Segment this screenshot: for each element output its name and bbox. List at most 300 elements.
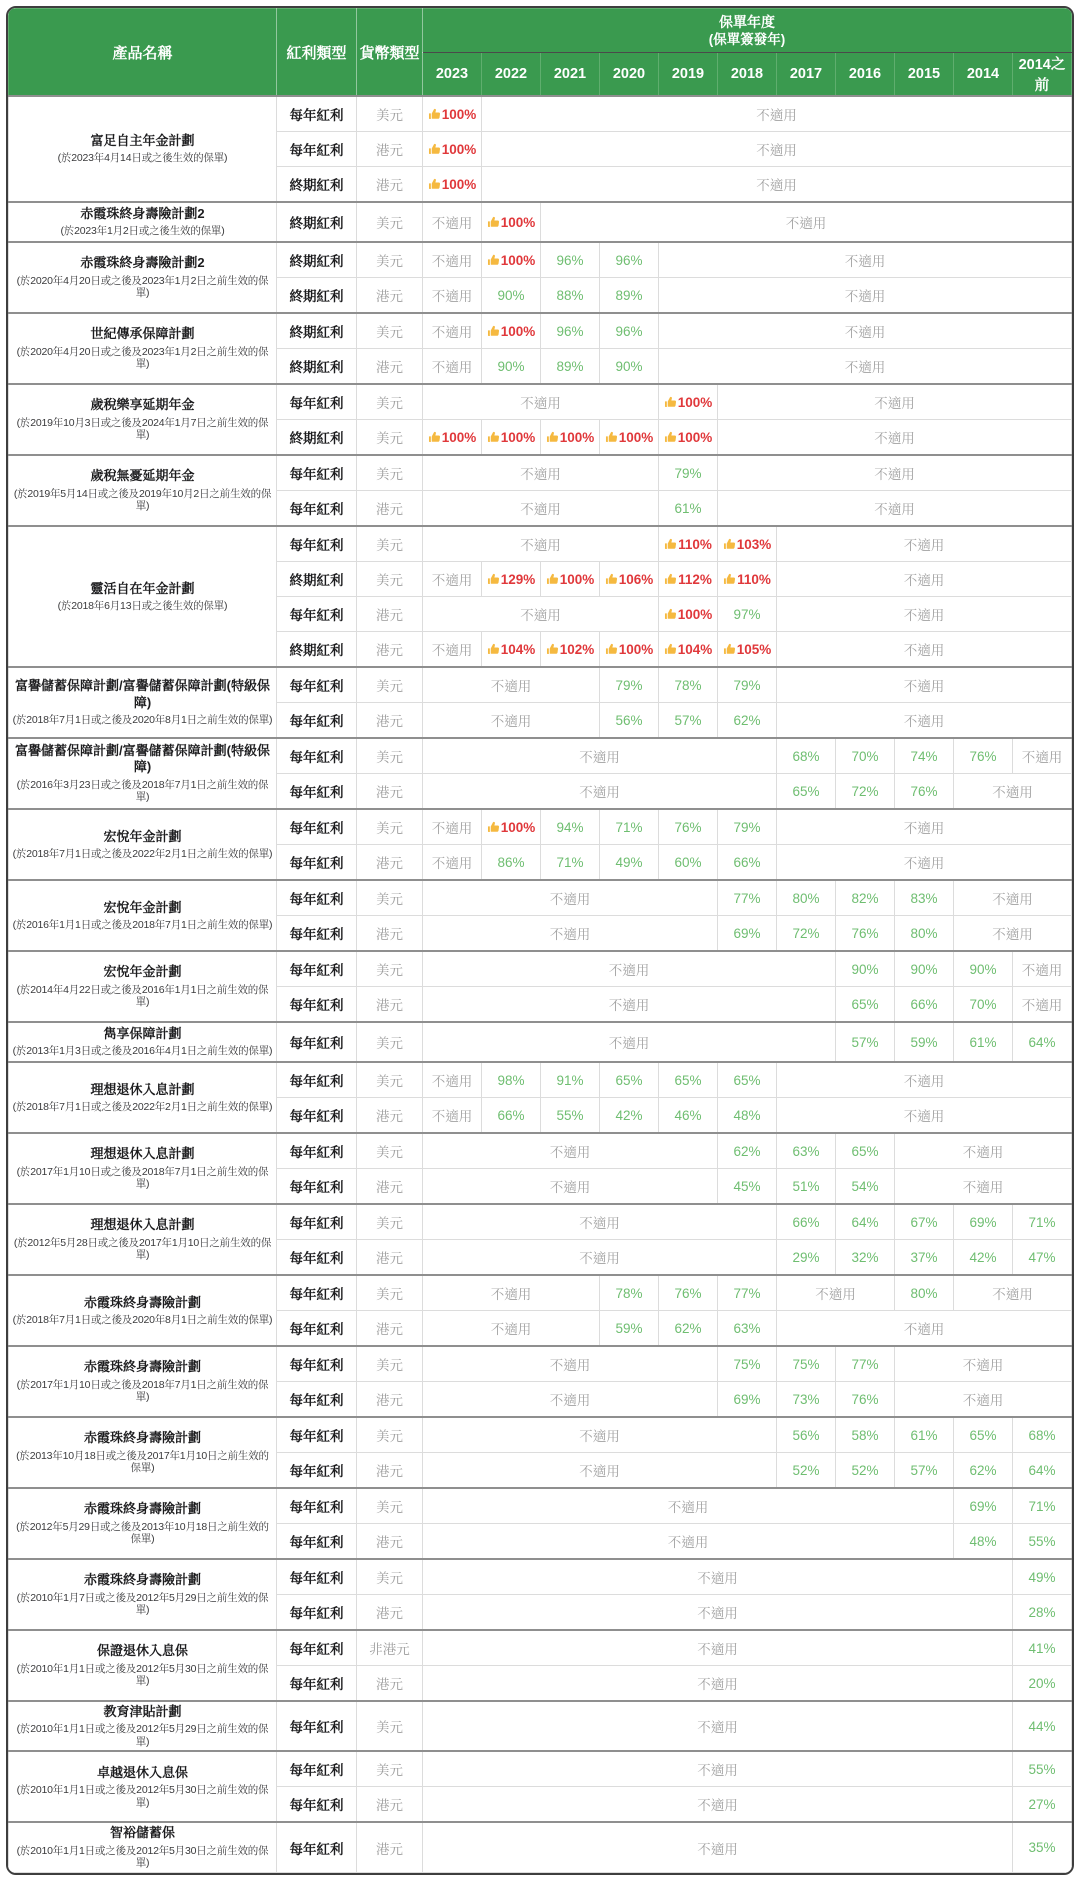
dividend-type-cell: 每年紅利 <box>277 703 357 739</box>
product-note: (於2010年1月1日或之後及2012年5月30日之前生效的保單) <box>16 1844 269 1870</box>
dividend-type-cell: 終期紅利 <box>277 278 357 314</box>
product-cell <box>9 1488 277 1559</box>
dividend-type-cell: 每年紅利 <box>277 455 357 491</box>
fulfillment-ratio-cell: 57% <box>895 1453 954 1489</box>
currency-cell: 美元 <box>357 1559 423 1595</box>
not-applicable-cell: 不適用 <box>954 880 1072 916</box>
dividend-type-cell: 每年紅利 <box>277 491 357 527</box>
not-applicable-cell: 不適用 <box>423 1275 600 1311</box>
currency-cell: 港元 <box>357 597 423 632</box>
fulfillment-ratio-cell: 27% <box>1013 1787 1072 1823</box>
fulfillment-ratio-cell: 46% <box>659 1098 718 1134</box>
year-column-header: 2022 <box>482 53 541 97</box>
currency-cell: 美元 <box>357 738 423 774</box>
not-applicable-cell: 不適用 <box>659 242 1072 278</box>
fulfillment-ratio-cell: 72% <box>836 774 895 810</box>
not-applicable-cell: 不適用 <box>423 1751 1013 1787</box>
not-applicable-cell: 不適用 <box>954 916 1072 952</box>
fulfillment-ratio-cell: 90% <box>600 349 659 385</box>
year-column-header: 2015 <box>895 53 954 97</box>
fulfillment-ratio-cell: 70% <box>954 987 1013 1023</box>
not-applicable-cell: 不適用 <box>541 202 1072 242</box>
not-applicable-cell: 不適用 <box>777 1311 1072 1347</box>
product-name: 宏悅年金計劃 <box>103 899 182 915</box>
not-applicable-cell: 不適用 <box>423 951 836 987</box>
fulfillment-ratio-cell: 74% <box>895 738 954 774</box>
not-applicable-cell: 不適用 <box>423 1787 1013 1823</box>
not-applicable-cell: 不適用 <box>423 526 659 562</box>
product-note: (於2010年1月1日或之後及2012年5月29日之前生效的保單) <box>16 1723 269 1748</box>
not-applicable-cell: 不適用 <box>1013 738 1072 774</box>
fulfillment-ratio-exceed-cell <box>423 420 482 456</box>
currency-cell: 港元 <box>357 349 423 385</box>
thumbs-up-icon <box>664 431 677 444</box>
fulfillment-ratio-cell: 75% <box>777 1346 836 1382</box>
not-applicable-cell: 不適用 <box>777 562 1072 597</box>
ratio-value: 100% <box>618 429 654 445</box>
fulfillment-ratio-cell: 56% <box>600 703 659 739</box>
product-cell <box>9 1022 277 1062</box>
product-note: (於2018年7月1日或之後及2020年8月1日之前生效的保單) <box>12 713 273 726</box>
product-note: (於2023年1月2日或之後生效的保單) <box>60 225 225 238</box>
dividend-fulfillment-table <box>6 6 1074 1875</box>
dividend-type-cell: 每年紅利 <box>277 1382 357 1418</box>
currency-cell: 港元 <box>357 774 423 810</box>
currency-cell: 美元 <box>357 384 423 420</box>
currency-cell: 港元 <box>357 1595 423 1631</box>
dividend-type-cell: 終期紅利 <box>277 167 357 203</box>
thumbs-up-icon <box>605 643 618 656</box>
fulfillment-ratio-exceed-cell <box>482 562 541 597</box>
product-cell <box>9 242 277 313</box>
dividend-type-cell: 每年紅利 <box>277 1098 357 1134</box>
currency-cell: 港元 <box>357 278 423 314</box>
fulfillment-ratio-exceed-cell <box>718 562 777 597</box>
year-column-header: 2014 <box>954 53 1013 97</box>
product-name: 赤霞珠終身壽險計劃 <box>83 1430 201 1446</box>
table-row <box>9 202 1072 242</box>
fulfillment-ratio-cell: 69% <box>954 1204 1013 1240</box>
product-cell <box>9 202 277 242</box>
product-note: (於2014年4月22日或之後及2016年1月1日之前生效的保單) <box>16 983 269 1009</box>
dividend-type-cell: 每年紅利 <box>277 1417 357 1453</box>
year-column-header: 2020 <box>600 53 659 97</box>
fulfillment-ratio-cell: 64% <box>836 1204 895 1240</box>
ratio-value: 100% <box>559 429 595 445</box>
fulfillment-ratio-cell: 90% <box>895 951 954 987</box>
currency-cell: 美元 <box>357 809 423 845</box>
not-applicable-cell: 不適用 <box>423 1595 1013 1631</box>
not-applicable-cell: 不適用 <box>482 167 1072 203</box>
fulfillment-ratio-exceed-cell <box>423 132 482 167</box>
currency-cell: 美元 <box>357 1204 423 1240</box>
thumbs-up-icon <box>605 573 618 586</box>
fulfillment-ratio-cell: 75% <box>718 1346 777 1382</box>
fulfillment-ratio-cell: 49% <box>1013 1559 1072 1595</box>
fulfillment-ratio-exceed-cell <box>482 809 541 845</box>
fulfillment-ratio-cell: 51% <box>777 1169 836 1205</box>
fulfillment-ratio-cell: 61% <box>659 491 718 527</box>
currency-cell: 美元 <box>357 96 423 132</box>
fulfillment-ratio-cell: 42% <box>954 1240 1013 1276</box>
fulfillment-ratio-cell: 47% <box>1013 1240 1072 1276</box>
dividend-type-cell: 每年紅利 <box>277 1488 357 1524</box>
currency-cell: 美元 <box>357 1701 423 1751</box>
not-applicable-cell: 不適用 <box>777 667 1072 703</box>
fulfillment-ratio-cell: 79% <box>600 667 659 703</box>
ratio-value: 110% <box>737 571 771 587</box>
dividend-type-cell: 每年紅利 <box>277 1453 357 1489</box>
product-name: 赤霞珠終身壽險計劃2 <box>80 206 205 222</box>
table-row <box>9 1630 1072 1666</box>
not-applicable-cell: 不適用 <box>954 1275 1072 1311</box>
not-applicable-cell: 不適用 <box>482 96 1072 132</box>
not-applicable-cell: 不適用 <box>423 809 482 845</box>
ratio-value: 100% <box>677 429 713 445</box>
dividend-type-cell: 每年紅利 <box>277 1595 357 1631</box>
not-applicable-cell: 不適用 <box>423 1062 482 1098</box>
thumbs-up-icon <box>487 216 500 229</box>
not-applicable-cell: 不適用 <box>423 491 659 527</box>
product-cell <box>9 1701 277 1751</box>
product-name: 富譽儲蓄保障計劃/富譽儲蓄保障計劃(特級保障) <box>15 678 270 710</box>
product-name: 理想退休入息計劃 <box>90 1146 195 1162</box>
ratio-value: 102% <box>559 641 595 657</box>
thumbs-up-icon <box>664 538 677 551</box>
fulfillment-ratio-cell: 69% <box>954 1488 1013 1524</box>
dividend-type-cell: 每年紅利 <box>277 384 357 420</box>
product-name: 歲稅樂享延期年金 <box>90 397 195 413</box>
product-cell <box>9 738 277 809</box>
not-applicable-cell: 不適用 <box>423 349 482 385</box>
product-note: (於2019年5月14日或之後及2019年10月2日之前生效的保單) <box>13 487 272 513</box>
not-applicable-cell: 不適用 <box>423 880 718 916</box>
fulfillment-ratio-cell: 73% <box>777 1382 836 1418</box>
product-note: (於2010年1月7日或之後及2012年5月29日之前生效的保單) <box>16 1591 269 1617</box>
not-applicable-cell: 不適用 <box>423 1488 954 1524</box>
not-applicable-cell: 不適用 <box>423 1666 1013 1702</box>
thumbs-up-icon <box>546 643 559 656</box>
ratio-value: 100% <box>441 106 477 122</box>
fulfillment-ratio-cell: 79% <box>718 809 777 845</box>
table-row <box>9 1488 1072 1524</box>
fulfillment-ratio-cell: 76% <box>954 738 1013 774</box>
product-name: 保證退休入息保 <box>96 1643 188 1659</box>
product-note: (於2010年1月1日或之後及2012年5月30日之前生效的保單) <box>16 1783 269 1809</box>
fulfillment-ratio-cell: 55% <box>1013 1751 1072 1787</box>
not-applicable-cell: 不適用 <box>423 1630 1013 1666</box>
fulfillment-ratio-cell: 69% <box>718 916 777 952</box>
fulfillment-ratio-cell: 80% <box>895 1275 954 1311</box>
dividend-type-cell: 每年紅利 <box>277 96 357 132</box>
fulfillment-ratio-exceed-cell <box>482 632 541 668</box>
thumbs-up-icon <box>487 821 500 834</box>
year-column-header: 2016 <box>836 53 895 97</box>
thumbs-up-icon <box>428 143 441 156</box>
ratio-value: 100% <box>500 819 536 835</box>
not-applicable-cell: 不適用 <box>423 1524 954 1560</box>
table-row <box>9 1701 1072 1751</box>
product-name: 富譽儲蓄保障計劃/富譽儲蓄保障計劃(特級保障) <box>15 743 270 775</box>
table-row <box>9 96 1072 132</box>
currency-cell: 美元 <box>357 1346 423 1382</box>
col-header-dividend-type: 紅利類型 <box>277 9 357 97</box>
ratio-value: 110% <box>678 536 712 552</box>
not-applicable-cell: 不適用 <box>1013 987 1072 1023</box>
not-applicable-cell: 不適用 <box>423 632 482 668</box>
table-row <box>9 1204 1072 1240</box>
fulfillment-ratio-cell: 82% <box>836 880 895 916</box>
fulfillment-ratio-cell: 76% <box>836 916 895 952</box>
not-applicable-cell: 不適用 <box>423 774 777 810</box>
not-applicable-cell: 不適用 <box>777 1098 1072 1134</box>
product-note: (於2012年5月29日或之後及2013年10月18日之前生效的保單) <box>16 1520 269 1546</box>
ratio-value: 104% <box>677 641 713 657</box>
table-row <box>9 809 1072 845</box>
fulfillment-ratio-cell: 71% <box>541 845 600 881</box>
currency-cell: 非港元 <box>357 1630 423 1666</box>
not-applicable-cell: 不適用 <box>423 1311 600 1347</box>
fulfillment-ratio-cell: 71% <box>600 809 659 845</box>
dividend-type-cell: 每年紅利 <box>277 1524 357 1560</box>
not-applicable-cell: 不適用 <box>1013 951 1072 987</box>
not-applicable-cell: 不適用 <box>718 384 1072 420</box>
fulfillment-ratio-cell: 48% <box>954 1524 1013 1560</box>
product-cell <box>9 526 277 667</box>
fulfillment-ratio-cell: 96% <box>541 313 600 349</box>
not-applicable-cell: 不適用 <box>659 278 1072 314</box>
currency-cell: 港元 <box>357 1098 423 1134</box>
fulfillment-ratio-cell: 63% <box>718 1311 777 1347</box>
fulfillment-ratio-exceed-cell <box>482 242 541 278</box>
product-note: (於2023年4月14日或之後生效的保單) <box>57 152 228 165</box>
product-cell <box>9 1275 277 1346</box>
currency-cell: 美元 <box>357 455 423 491</box>
fulfillment-ratio-cell: 66% <box>482 1098 541 1134</box>
table-row <box>9 1751 1072 1787</box>
ratio-value: 100% <box>441 141 477 157</box>
fulfillment-ratio-cell: 90% <box>954 951 1013 987</box>
fulfillment-ratio-cell: 80% <box>777 880 836 916</box>
fulfillment-ratio-cell: 90% <box>482 349 541 385</box>
thumbs-up-icon <box>487 643 500 656</box>
product-name: 教育津貼計劃 <box>103 1704 182 1719</box>
fulfillment-ratio-cell: 29% <box>777 1240 836 1276</box>
currency-cell: 美元 <box>357 202 423 242</box>
not-applicable-cell: 不適用 <box>423 1701 1013 1751</box>
fulfillment-ratio-cell: 42% <box>600 1098 659 1134</box>
fulfillment-ratio-cell: 32% <box>836 1240 895 1276</box>
dividend-type-cell: 每年紅利 <box>277 1346 357 1382</box>
fulfillment-ratio-cell: 96% <box>541 242 600 278</box>
dividend-type-cell: 每年紅利 <box>277 597 357 632</box>
dividend-type-cell: 每年紅利 <box>277 526 357 562</box>
year-column-header: 2023 <box>423 53 482 97</box>
fulfillment-ratio-cell: 55% <box>1013 1524 1072 1560</box>
product-cell <box>9 1751 277 1822</box>
not-applicable-cell: 不適用 <box>423 1022 836 1062</box>
fulfillment-ratio-cell: 56% <box>777 1417 836 1453</box>
ratio-value: 100% <box>618 641 654 657</box>
currency-cell: 美元 <box>357 1751 423 1787</box>
fulfillment-ratio-exceed-cell <box>482 313 541 349</box>
not-applicable-cell: 不適用 <box>423 1822 1013 1872</box>
fulfillment-ratio-exceed-cell <box>659 632 718 668</box>
fulfillment-ratio-cell: 44% <box>1013 1701 1072 1751</box>
product-note: (於2020年4月20日或之後及2023年1月2日之前生效的保單) <box>16 274 269 300</box>
table-row <box>9 1022 1072 1062</box>
fulfillment-ratio-cell: 64% <box>1013 1022 1072 1062</box>
fulfillment-ratio-exceed-cell <box>541 420 600 456</box>
currency-cell: 美元 <box>357 242 423 278</box>
not-applicable-cell: 不適用 <box>423 1559 1013 1595</box>
product-note: (於2018年7月1日或之後及2020年8月1日之前生效的保單) <box>12 1313 273 1326</box>
dividend-type-cell: 每年紅利 <box>277 951 357 987</box>
fulfillment-ratio-cell: 91% <box>541 1062 600 1098</box>
fulfillment-ratio-cell: 71% <box>1013 1488 1072 1524</box>
fulfillment-ratio-cell: 61% <box>895 1417 954 1453</box>
dividend-type-cell: 每年紅利 <box>277 738 357 774</box>
dividend-type-cell: 每年紅利 <box>277 1666 357 1702</box>
dividend-type-cell: 每年紅利 <box>277 1311 357 1347</box>
not-applicable-cell: 不適用 <box>423 455 659 491</box>
fulfillment-ratio-cell: 60% <box>659 845 718 881</box>
thumbs-up-icon <box>664 608 677 621</box>
dividend-type-cell: 每年紅利 <box>277 1062 357 1098</box>
fulfillment-ratio-cell: 61% <box>954 1022 1013 1062</box>
not-applicable-cell: 不適用 <box>895 1169 1072 1205</box>
dividend-type-cell: 每年紅利 <box>277 667 357 703</box>
table-row <box>9 738 1072 774</box>
table-body <box>9 96 1072 1872</box>
currency-cell: 港元 <box>357 1822 423 1872</box>
fulfillment-ratio-cell: 66% <box>718 845 777 881</box>
product-name: 赤霞珠終身壽險計劃 <box>83 1294 201 1310</box>
dividend-type-cell: 終期紅利 <box>277 420 357 456</box>
not-applicable-cell: 不適用 <box>423 738 777 774</box>
not-applicable-cell: 不適用 <box>777 845 1072 881</box>
currency-cell: 港元 <box>357 1453 423 1489</box>
currency-cell: 港元 <box>357 845 423 881</box>
col-header-policy-year-group <box>423 9 1072 53</box>
fulfillment-ratio-cell: 57% <box>659 703 718 739</box>
product-note: (於2018年7月1日或之後及2022年2月1日之前生效的保單) <box>12 847 273 860</box>
not-applicable-cell: 不適用 <box>423 278 482 314</box>
currency-cell: 美元 <box>357 880 423 916</box>
year-column-header: 2019 <box>659 53 718 97</box>
fulfillment-ratio-cell: 77% <box>836 1346 895 1382</box>
fulfillment-ratio-cell: 76% <box>895 774 954 810</box>
dividend-type-cell: 終期紅利 <box>277 242 357 278</box>
fulfillment-ratio-cell: 86% <box>482 845 541 881</box>
fulfillment-ratio-exceed-cell <box>482 420 541 456</box>
not-applicable-cell: 不適用 <box>423 1240 777 1276</box>
thumbs-up-icon <box>487 254 500 267</box>
not-applicable-cell: 不適用 <box>423 667 600 703</box>
not-applicable-cell: 不適用 <box>954 774 1072 810</box>
currency-cell: 美元 <box>357 667 423 703</box>
fulfillment-ratio-cell: 63% <box>777 1133 836 1169</box>
table-header <box>9 9 1072 97</box>
currency-cell: 美元 <box>357 951 423 987</box>
currency-cell: 港元 <box>357 1382 423 1418</box>
dividend-type-cell: 每年紅利 <box>277 1559 357 1595</box>
table-row <box>9 384 1072 420</box>
fulfillment-ratio-cell: 72% <box>777 916 836 952</box>
currency-cell: 美元 <box>357 1022 423 1062</box>
product-note: (於2018年7月1日或之後及2022年2月1日之前生效的保單) <box>12 1100 273 1113</box>
currency-cell: 港元 <box>357 1169 423 1205</box>
fulfillment-ratio-cell: 98% <box>482 1062 541 1098</box>
ratio-value: 100% <box>677 606 713 622</box>
table-row <box>9 1062 1072 1098</box>
ratio-value: 106% <box>618 571 654 587</box>
product-name: 世紀傳承保障計劃 <box>90 326 195 342</box>
ratio-value: 100% <box>677 394 713 410</box>
currency-cell: 港元 <box>357 916 423 952</box>
ratio-table <box>8 8 1072 1873</box>
fulfillment-ratio-cell: 76% <box>836 1382 895 1418</box>
not-applicable-cell: 不適用 <box>777 809 1072 845</box>
dividend-type-cell: 每年紅利 <box>277 1751 357 1787</box>
currency-cell: 港元 <box>357 1311 423 1347</box>
thumbs-up-icon <box>428 108 441 121</box>
fulfillment-ratio-exceed-cell <box>600 420 659 456</box>
not-applicable-cell: 不適用 <box>423 313 482 349</box>
not-applicable-cell: 不適用 <box>777 703 1072 739</box>
fulfillment-ratio-cell: 65% <box>836 1133 895 1169</box>
table-row <box>9 667 1072 703</box>
ratio-value: 100% <box>500 214 536 230</box>
currency-cell: 港元 <box>357 987 423 1023</box>
thumbs-up-icon <box>723 573 736 586</box>
dividend-type-cell: 每年紅利 <box>277 1240 357 1276</box>
thumbs-up-icon <box>487 431 500 444</box>
fulfillment-ratio-cell: 90% <box>836 951 895 987</box>
fulfillment-ratio-cell: 66% <box>777 1204 836 1240</box>
dividend-type-cell: 終期紅利 <box>277 562 357 597</box>
not-applicable-cell: 不適用 <box>423 1133 718 1169</box>
fulfillment-ratio-cell: 65% <box>954 1417 1013 1453</box>
fulfillment-ratio-exceed-cell <box>659 384 718 420</box>
not-applicable-cell: 不適用 <box>777 1275 895 1311</box>
fulfillment-ratio-cell: 69% <box>718 1382 777 1418</box>
fulfillment-ratio-exceed-cell <box>718 632 777 668</box>
dividend-type-cell: 每年紅利 <box>277 1133 357 1169</box>
fulfillment-ratio-cell: 62% <box>954 1453 1013 1489</box>
fulfillment-ratio-cell: 88% <box>541 278 600 314</box>
fulfillment-ratio-cell: 77% <box>718 1275 777 1311</box>
not-applicable-cell: 不適用 <box>423 242 482 278</box>
fulfillment-ratio-exceed-cell <box>659 526 718 562</box>
fulfillment-ratio-cell: 62% <box>718 1133 777 1169</box>
currency-cell: 港元 <box>357 1787 423 1823</box>
product-cell <box>9 1133 277 1204</box>
ratio-value: 100% <box>441 429 477 445</box>
product-name: 富足自主年金計劃 <box>90 133 195 149</box>
product-name: 理想退休入息計劃 <box>90 1217 195 1233</box>
table-row <box>9 951 1072 987</box>
not-applicable-cell: 不適用 <box>718 420 1072 456</box>
ratio-value: 105% <box>736 641 772 657</box>
currency-cell: 美元 <box>357 1133 423 1169</box>
fulfillment-ratio-cell: 49% <box>600 845 659 881</box>
fulfillment-ratio-cell: 77% <box>718 880 777 916</box>
fulfillment-ratio-exceed-cell <box>718 526 777 562</box>
product-name: 赤霞珠終身壽險計劃 <box>83 1501 201 1517</box>
fulfillment-ratio-cell: 62% <box>718 703 777 739</box>
thumbs-up-icon <box>428 431 441 444</box>
